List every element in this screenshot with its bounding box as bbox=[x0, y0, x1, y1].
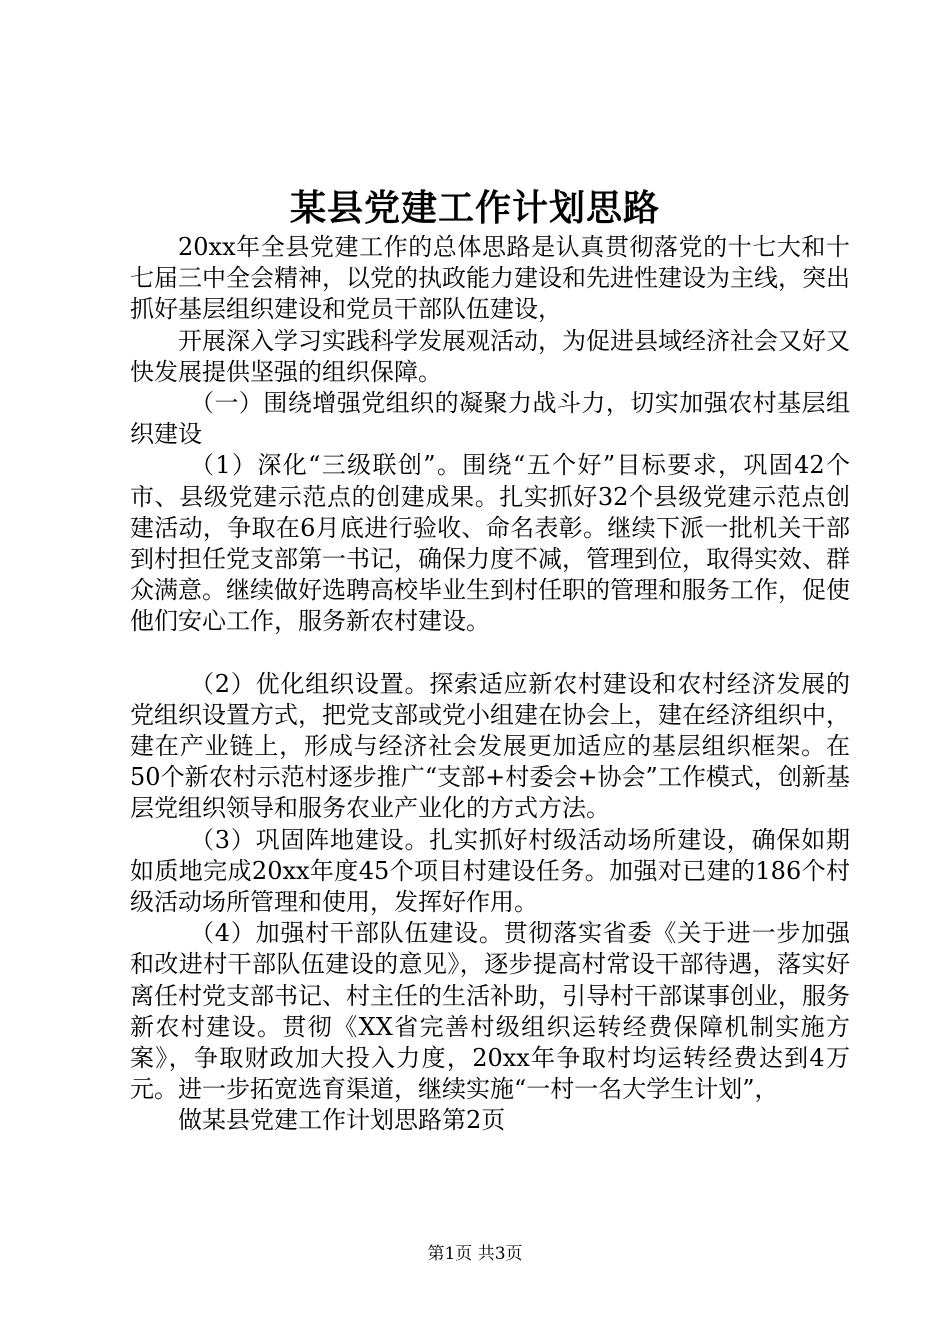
paragraph-spacer bbox=[130, 638, 850, 669]
paragraph-item-2: （2）优化组织设置。探索适应新农村建设和农村经济发展的党组织设置方式，把党支部或党小组建在协会上，建在经济组织中，建在产业链上，形成与经济社会发展更加适应的基层组织框架。在50个新农村示范村逐步推广“支部+村委会+协会”工作模式，创新基层党组织领导和服务农业产业化的方式方法。 bbox=[130, 669, 850, 823]
document-body bbox=[130, 232, 850, 1137]
page-footer: 第1页 共3页 bbox=[427, 1244, 523, 1264]
paragraph-item-4: （4）加强村干部队伍建设。贯彻落实省委《关于进一步加强和改进村干部队伍建设的意见》，逐步提高村常设干部待遇，落实好离任村党支部书记、村主任的生活补助，引导村干部谋事创业，服务新农村建设。贯彻《XX省完善村级组织运转经费保障机制实施方案》，争取财政加大投入力度，20xx年争取村均运转经费达到4万元。进一步拓宽选育渠道，继续实施“一村一名大学生计划”， bbox=[130, 919, 850, 1104]
paragraph-item-1: （1）深化“三级联创”。围绕“五个好”目标要求，巩固42个市、县级党建示范点的创建成果。扎实抓好32个县级党建示范点创建活动，争取在6月底进行验收、命名表彰。继续下派一批机关干部到村担任党支部第一书记，确保力度不减，管理到位，取得实效、群众满意。继续做好选聘高校毕业生到村任职的管理和服务工作，促使他们安心工作，服务新农村建设。 bbox=[130, 451, 850, 636]
paragraph-item-3: （3）巩固阵地建设。扎实抓好村级活动场所建设，确保如期如质地完成20xx年度45个项目村建设任务。加强对已建的186个村级活动场所管理和使用，发挥好作用。 bbox=[130, 825, 850, 917]
paragraph-activity: 开展深入学习实践科学发展观活动，为促进县域经济社会又好又快发展提供坚强的组织保障。 bbox=[130, 326, 850, 386]
paragraph-intro: 20xx年全县党建工作的总体思路是认真贯彻落党的十七大和十七届三中全会精神，以党的执政能力建设和先进性建设为主线，突出抓好基层组织建设和党员干部队伍建设， bbox=[130, 233, 850, 324]
document-title: 某县党建工作计划思路 bbox=[289, 187, 660, 229]
section-heading-1: （一）围绕增强党组织的凝聚力战斗力，切实加强农村基层组织建设 bbox=[130, 389, 850, 449]
paragraph-next-page-note: 做某县党建工作计划思路第2页 bbox=[178, 1106, 506, 1135]
